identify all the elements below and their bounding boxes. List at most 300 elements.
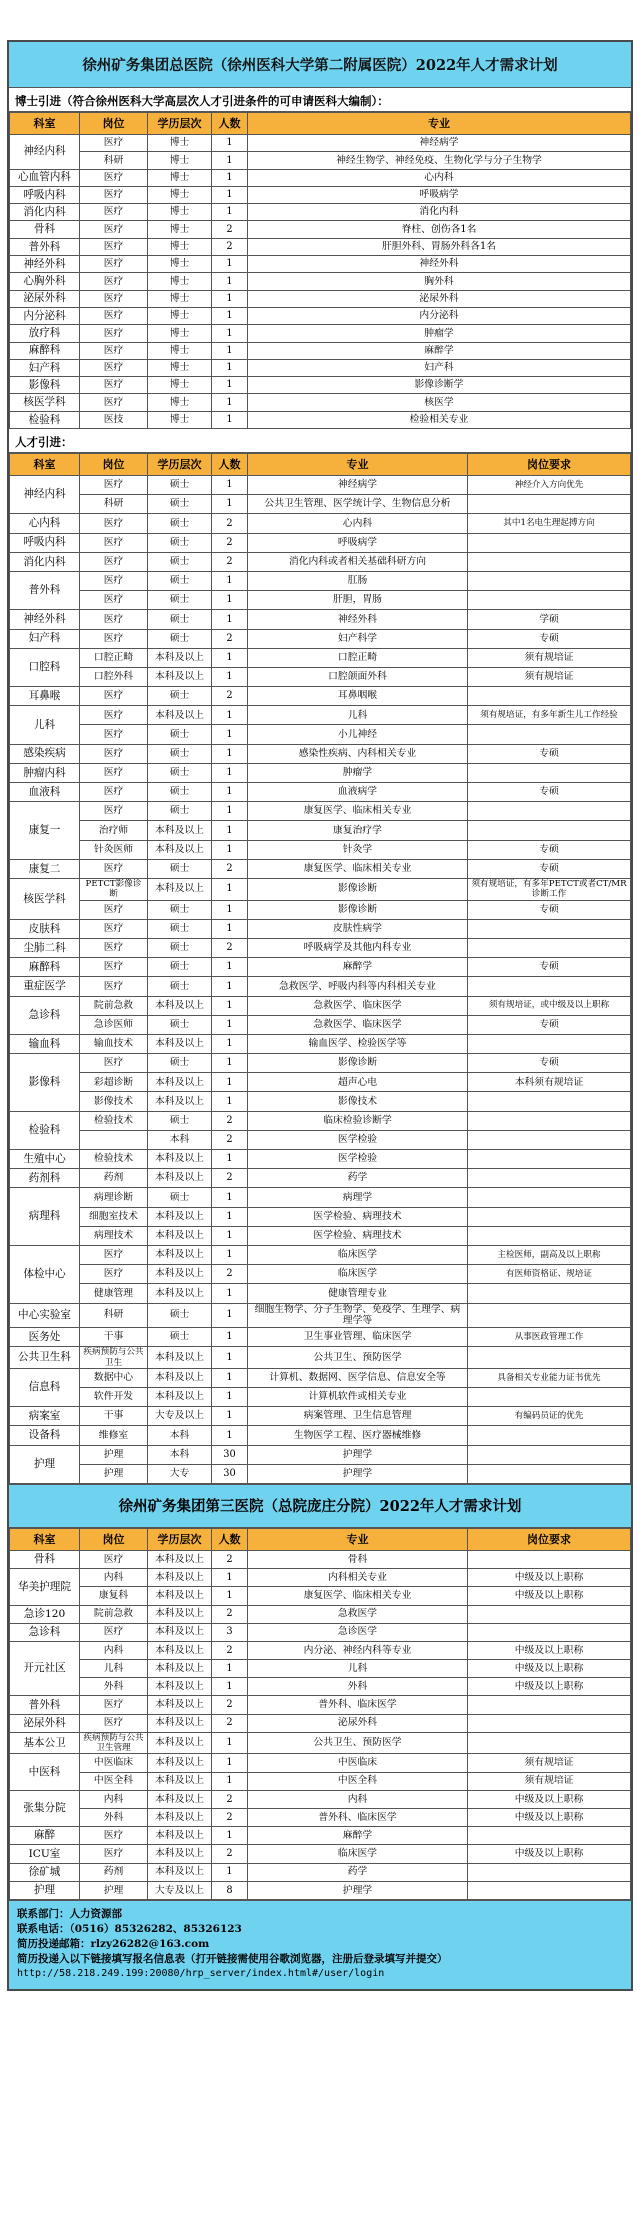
requirement-cell: 须有规培证: [468, 648, 631, 667]
education-cell: 本科: [148, 1445, 212, 1464]
table-row: [10, 152, 631, 169]
position-cell: 内科: [80, 1641, 148, 1659]
position-cell: 医疗: [80, 763, 148, 782]
position-cell: 维修室: [80, 1426, 148, 1445]
table-row: [10, 1188, 631, 1207]
department-cell: 神经外科: [10, 256, 80, 273]
education-cell: 本科及以上: [148, 1034, 212, 1053]
position-cell: 干事: [80, 1407, 148, 1426]
table-row: [10, 394, 631, 411]
department-cell: 核医学科: [10, 878, 80, 919]
position-cell: 医疗: [80, 169, 148, 186]
major-cell: 呼吸病学: [248, 186, 631, 203]
table-row: [10, 996, 631, 1015]
education-cell: 本科: [148, 1130, 212, 1149]
department-cell: 消化内科: [10, 204, 80, 221]
major-cell: 生物医学工程、医疗器械维修: [248, 1426, 468, 1445]
talent-table-body: [10, 476, 631, 1484]
position-cell: 医疗: [80, 859, 148, 878]
requirement-cell: [468, 687, 631, 706]
department-cell: 急诊120: [10, 1605, 80, 1623]
major-cell: 消化内科: [248, 204, 631, 221]
table-row: [10, 533, 631, 552]
education-cell: 硕士: [148, 476, 212, 495]
education-cell: 本科及以上: [148, 648, 212, 667]
major-cell: 超声心电: [248, 1073, 468, 1092]
position-cell: 护理: [80, 1464, 148, 1483]
education-cell: 本科及以上: [148, 1550, 212, 1568]
table-row: [10, 610, 631, 629]
table-row: [10, 1407, 631, 1426]
position-cell: 针灸医师: [80, 840, 148, 859]
table-row: [10, 1015, 631, 1034]
requirement-cell: [468, 1111, 631, 1130]
major-cell: 内科相关专业: [248, 1569, 468, 1587]
position-cell: 护理: [80, 1445, 148, 1464]
position-cell: 检验技术: [80, 1150, 148, 1169]
headcount-cell: 2: [212, 1641, 248, 1659]
requirement-cell: [468, 1347, 631, 1369]
table-row: [10, 1660, 631, 1678]
major-cell: 小儿神经: [248, 725, 468, 744]
headcount-cell: 1: [212, 591, 248, 610]
table-row: [10, 1809, 631, 1827]
major-cell: 神经外科: [248, 256, 631, 273]
major-cell: 呼吸病学及其他内科专业: [248, 938, 468, 957]
main-title: 徐州矿务集团总医院（徐州医科大学第二附属医院）2022年人才需求计划: [9, 42, 631, 88]
education-cell: 本科及以上: [148, 1732, 212, 1754]
major-cell: 神经病学: [248, 135, 631, 152]
requirement-cell: [468, 1605, 631, 1623]
talent-header-row: [10, 454, 631, 476]
major-cell: 肿瘤学: [248, 763, 468, 782]
headcount-cell: 1: [212, 744, 248, 763]
requirement-cell: [468, 1881, 631, 1899]
major-cell: 急救医学、临床医学: [248, 996, 468, 1015]
education-cell: 博士: [148, 256, 212, 273]
requirement-cell: [468, 552, 631, 571]
table-row: [10, 1054, 631, 1073]
requirement-cell: [468, 919, 631, 938]
headcount-cell: 2: [212, 938, 248, 957]
position-cell: 医疗: [80, 571, 148, 590]
headcount-cell: 2: [212, 552, 248, 571]
department-cell: 公共卫生科: [10, 1347, 80, 1369]
requirement-cell: 中级及以上职称: [468, 1587, 631, 1605]
table-row: [10, 1827, 631, 1845]
headcount-cell: 1: [212, 1732, 248, 1754]
department-cell: 医务处: [10, 1328, 80, 1347]
headcount-cell: 2: [212, 533, 248, 552]
headcount-cell: 2: [212, 1130, 248, 1149]
position-cell: 医疗: [80, 1696, 148, 1714]
table-row: [10, 342, 631, 359]
position-cell: 口腔正畸: [80, 648, 148, 667]
position-cell: 医疗: [80, 1623, 148, 1641]
major-cell: 影像诊断学: [248, 377, 631, 394]
education-cell: 博士: [148, 221, 212, 238]
headcount-cell: 1: [212, 377, 248, 394]
headcount-cell: 1: [212, 1150, 248, 1169]
application-link[interactable]: http://58.218.249.199:20080/hrp_server/index.html#/user/login: [17, 1967, 385, 1979]
position-cell: 病理技术: [80, 1226, 148, 1245]
requirement-cell: 须有规培证，有多年PETCT或者CT/MR诊断工作: [468, 878, 631, 900]
major-cell: 口腔正畸: [248, 648, 468, 667]
headcount-cell: 1: [212, 152, 248, 169]
table-row: [10, 687, 631, 706]
table-row: [10, 1207, 631, 1226]
table-row: [10, 307, 631, 324]
major-cell: 病理学: [248, 1188, 468, 1207]
third-table-body: [10, 1550, 631, 1899]
major-cell: 康复医学、临床相关专业: [248, 802, 468, 821]
major-cell: 心内科: [248, 514, 468, 533]
headcount-cell: 2: [212, 1550, 248, 1568]
third-hospital-title: 徐州矿务集团第三医院（总院庞庄分院）2022年人才需求计划: [9, 1484, 631, 1528]
education-cell: 博士: [148, 377, 212, 394]
position-cell: 医疗: [80, 359, 148, 376]
contact-email[interactable]: 简历投递邮箱：rlzy26282@163.com: [17, 1937, 210, 1950]
requirement-cell: 主检医师，副高及以上职称: [468, 1245, 631, 1264]
education-cell: 硕士: [148, 1188, 212, 1207]
major-cell: 中医临床: [248, 1754, 468, 1772]
headcount-cell: 1: [212, 763, 248, 782]
table-row: [10, 900, 631, 919]
education-cell: 硕士: [148, 495, 212, 514]
position-cell: 医疗: [80, 1054, 148, 1073]
requirement-cell: [468, 1207, 631, 1226]
major-cell: 心内科: [248, 169, 631, 186]
position-cell: 医疗: [80, 377, 148, 394]
education-cell: 本科及以上: [148, 1569, 212, 1587]
education-cell: 博士: [148, 152, 212, 169]
education-cell: 硕士: [148, 1015, 212, 1034]
position-cell: 外科: [80, 1678, 148, 1696]
table-row: [10, 1845, 631, 1863]
headcount-cell: 1: [212, 802, 248, 821]
table-row: [10, 273, 631, 290]
headcount-cell: 1: [212, 1587, 248, 1605]
education-cell: 硕士: [148, 919, 212, 938]
education-cell: 硕士: [148, 629, 212, 648]
position-cell: 科研: [80, 1303, 148, 1328]
headcount-cell: 1: [212, 878, 248, 900]
headcount-cell: 1: [212, 1054, 248, 1073]
education-cell: 本科及以上: [148, 1754, 212, 1772]
department-cell: 泌尿外科: [10, 1714, 80, 1732]
department-cell: 内分泌科: [10, 307, 80, 324]
headcount-cell: 1: [212, 706, 248, 725]
education-cell: 硕士: [148, 763, 212, 782]
education-cell: 博士: [148, 342, 212, 359]
requirement-cell: 从事医政管理工作: [468, 1328, 631, 1347]
column-header: 学历层次: [148, 1528, 212, 1550]
requirement-cell: 须有规培证: [468, 1754, 631, 1772]
position-cell: 医疗: [80, 706, 148, 725]
major-cell: 内分泌、神经内科等专业: [248, 1641, 468, 1659]
requirement-cell: [468, 1092, 631, 1111]
position-cell: 软件开发: [80, 1388, 148, 1407]
table-row: [10, 1226, 631, 1245]
education-cell: 博士: [148, 290, 212, 307]
position-cell: 医疗: [80, 744, 148, 763]
major-cell: 药学: [248, 1169, 468, 1188]
department-cell: 急诊科: [10, 996, 80, 1034]
major-cell: 影像诊断: [248, 1054, 468, 1073]
contact-footer: [9, 1900, 631, 1989]
major-cell: 神经病学: [248, 476, 468, 495]
table-row: [10, 411, 631, 428]
headcount-cell: 2: [212, 221, 248, 238]
major-cell: 脊柱、创伤各1名: [248, 221, 631, 238]
table-row: [10, 1265, 631, 1284]
position-cell: 医疗: [80, 783, 148, 802]
requirement-cell: 中级及以上职称: [468, 1809, 631, 1827]
department-cell: 康复二: [10, 859, 80, 878]
requirement-cell: 须有规培证，有多年新生儿工作经验: [468, 706, 631, 725]
table-row: [10, 1754, 631, 1772]
position-cell: 医技: [80, 411, 148, 428]
major-cell: 健康管理专业: [248, 1284, 468, 1303]
requirement-cell: 专硕: [468, 629, 631, 648]
department-cell: 基本公卫: [10, 1732, 80, 1754]
major-cell: 呼吸病学: [248, 533, 468, 552]
position-cell: 康复科: [80, 1587, 148, 1605]
headcount-cell: 1: [212, 256, 248, 273]
headcount-cell: 2: [212, 629, 248, 648]
position-cell: 医疗: [80, 221, 148, 238]
major-cell: 消化内科或者相关基础科研方向: [248, 552, 468, 571]
table-row: [10, 744, 631, 763]
headcount-cell: 2: [212, 1714, 248, 1732]
education-cell: 硕士: [148, 744, 212, 763]
position-cell: 医疗: [80, 958, 148, 977]
department-cell: 皮肤科: [10, 919, 80, 938]
position-cell: 院前急救: [80, 1605, 148, 1623]
position-cell: 医疗: [80, 1550, 148, 1568]
position-cell: 干事: [80, 1328, 148, 1347]
department-cell: 检验科: [10, 411, 80, 428]
position-cell: 药剂: [80, 1863, 148, 1881]
requirement-cell: 神经介入方向优先: [468, 476, 631, 495]
position-cell: 医疗: [80, 394, 148, 411]
education-cell: 硕士: [148, 1111, 212, 1130]
position-cell: 医疗: [80, 342, 148, 359]
education-cell: 大专: [148, 1464, 212, 1483]
position-cell: 医疗: [80, 977, 148, 996]
department-cell: 耳鼻喉: [10, 687, 80, 706]
major-cell: 急救医学、呼吸内科等内科相关专业: [248, 977, 468, 996]
column-header: 专业: [248, 113, 631, 135]
education-cell: 博士: [148, 359, 212, 376]
education-cell: 博士: [148, 307, 212, 324]
education-cell: 博士: [148, 186, 212, 203]
department-cell: 检验科: [10, 1111, 80, 1149]
department-cell: 药剂科: [10, 1169, 80, 1188]
table-row: [10, 204, 631, 221]
major-cell: 影像诊断: [248, 878, 468, 900]
position-cell: 科研: [80, 152, 148, 169]
major-cell: 内分泌科: [248, 307, 631, 324]
headcount-cell: 2: [212, 238, 248, 255]
position-cell: 外科: [80, 1809, 148, 1827]
column-header: 科室: [10, 454, 80, 476]
major-cell: 急救医学、临床医学: [248, 1015, 468, 1034]
requirement-cell: [468, 1696, 631, 1714]
department-cell: 张集分院: [10, 1790, 80, 1826]
major-cell: 卫生事业管理、临床医学: [248, 1328, 468, 1347]
table-row: [10, 377, 631, 394]
education-cell: 本科及以上: [148, 1226, 212, 1245]
major-cell: 胸外科: [248, 273, 631, 290]
headcount-cell: 1: [212, 1772, 248, 1790]
education-cell: 本科及以上: [148, 840, 212, 859]
education-cell: 本科及以上: [148, 1368, 212, 1387]
column-header: 科室: [10, 113, 80, 135]
table-row: [10, 1445, 631, 1464]
table-row: [10, 938, 631, 957]
major-cell: 康复医学、临床相关专业: [248, 859, 468, 878]
department-cell: 口腔科: [10, 648, 80, 686]
department-cell: 麻醉: [10, 1827, 80, 1845]
department-cell: 泌尿外科: [10, 290, 80, 307]
education-cell: 本科及以上: [148, 1696, 212, 1714]
department-cell: 病案室: [10, 1407, 80, 1426]
education-cell: 本科及以上: [148, 1678, 212, 1696]
department-cell: 呼吸内科: [10, 533, 80, 552]
requirement-cell: [468, 1732, 631, 1754]
position-cell: 数据中心: [80, 1368, 148, 1387]
education-cell: 本科及以上: [148, 1863, 212, 1881]
requirement-cell: [468, 1388, 631, 1407]
headcount-cell: 2: [212, 1845, 248, 1863]
position-cell: 医疗: [80, 938, 148, 957]
requirement-cell: 中级及以上职称: [468, 1641, 631, 1659]
application-instructions: 简历投递入以下链接填写报名信息表（打开链接需使用谷歌浏览器，注册后登录填写并提交）: [17, 1952, 448, 1965]
table-row: [10, 1732, 631, 1754]
requirement-cell: [468, 1550, 631, 1568]
position-cell: 影像技术: [80, 1092, 148, 1111]
requirement-cell: 专硕: [468, 900, 631, 919]
department-cell: 信息科: [10, 1368, 80, 1406]
headcount-cell: 1: [212, 476, 248, 495]
headcount-cell: 1: [212, 495, 248, 514]
requirement-cell: 专硕: [468, 744, 631, 763]
department-cell: 体检中心: [10, 1245, 80, 1303]
department-cell: 设备科: [10, 1426, 80, 1445]
headcount-cell: 2: [212, 859, 248, 878]
education-cell: 本科: [148, 1426, 212, 1445]
education-cell: 硕士: [148, 514, 212, 533]
position-cell: 医疗: [80, 290, 148, 307]
headcount-cell: 1: [212, 204, 248, 221]
department-cell: 消化内科: [10, 552, 80, 571]
table-row: [10, 706, 631, 725]
position-cell: 医疗: [80, 802, 148, 821]
contact-department: 联系部门：人力资源部: [17, 1907, 122, 1920]
requirement-cell: [468, 533, 631, 552]
requirement-cell: [468, 1464, 631, 1483]
education-cell: 博士: [148, 273, 212, 290]
table-row: [10, 571, 631, 590]
headcount-cell: 1: [212, 307, 248, 324]
major-cell: 神经生物学、神经免疫、生物化学与分子生物学: [248, 152, 631, 169]
requirement-cell: 中级及以上职称: [468, 1678, 631, 1696]
education-cell: 硕士: [148, 571, 212, 590]
department-cell: 病理科: [10, 1188, 80, 1246]
headcount-cell: 2: [212, 1111, 248, 1130]
major-cell: 外科: [248, 1678, 468, 1696]
major-cell: 核医学: [248, 394, 631, 411]
education-cell: 硕士: [148, 783, 212, 802]
requirement-cell: 专硕: [468, 840, 631, 859]
education-cell: 硕士: [148, 958, 212, 977]
table-row: [10, 1678, 631, 1696]
department-cell: 妇产科: [10, 359, 80, 376]
major-cell: 骨科: [248, 1550, 468, 1568]
requirement-cell: [468, 1169, 631, 1188]
headcount-cell: 1: [212, 1388, 248, 1407]
requirement-cell: [468, 571, 631, 590]
headcount-cell: 3: [212, 1623, 248, 1641]
column-header: 岗位: [80, 113, 148, 135]
column-header: 学历层次: [148, 454, 212, 476]
table-row: [10, 1623, 631, 1641]
education-cell: 本科及以上: [148, 821, 212, 840]
headcount-cell: 1: [212, 1207, 248, 1226]
table-row: [10, 977, 631, 996]
headcount-cell: 1: [212, 394, 248, 411]
department-cell: 心血管内科: [10, 169, 80, 186]
document-frame: [7, 40, 633, 1991]
table-row: [10, 221, 631, 238]
headcount-cell: 1: [212, 325, 248, 342]
table-row: [10, 1111, 631, 1130]
position-cell: 细胞室技术: [80, 1207, 148, 1226]
requirement-cell: [468, 1226, 631, 1245]
department-cell: 普外科: [10, 1696, 80, 1714]
department-cell: 血液科: [10, 783, 80, 802]
department-cell: 呼吸内科: [10, 186, 80, 203]
requirement-cell: [468, 1284, 631, 1303]
table-row: [10, 958, 631, 977]
education-cell: 本科及以上: [148, 667, 212, 686]
table-row: [10, 1328, 631, 1347]
headcount-cell: 1: [212, 359, 248, 376]
major-cell: 普外科、临床医学: [248, 1696, 468, 1714]
major-cell: 医学检验: [248, 1130, 468, 1149]
position-cell: 中医全科: [80, 1772, 148, 1790]
headcount-cell: 1: [212, 1284, 248, 1303]
education-cell: 本科及以上: [148, 1827, 212, 1845]
position-cell: 科研: [80, 495, 148, 514]
major-cell: 医学检验、病理技术: [248, 1207, 468, 1226]
education-cell: 硕士: [148, 725, 212, 744]
major-cell: 公共卫生、预防医学: [248, 1347, 468, 1369]
headcount-cell: 1: [212, 273, 248, 290]
requirement-cell: [468, 1426, 631, 1445]
education-cell: 博士: [148, 169, 212, 186]
position-cell: 医疗: [80, 204, 148, 221]
department-cell: 放疗科: [10, 325, 80, 342]
table-row: [10, 1641, 631, 1659]
table-row: [10, 169, 631, 186]
table-row: [10, 648, 631, 667]
department-cell: 尘肺二科: [10, 938, 80, 957]
education-cell: 硕士: [148, 977, 212, 996]
table-row: [10, 135, 631, 152]
position-cell: 医疗: [80, 1827, 148, 1845]
